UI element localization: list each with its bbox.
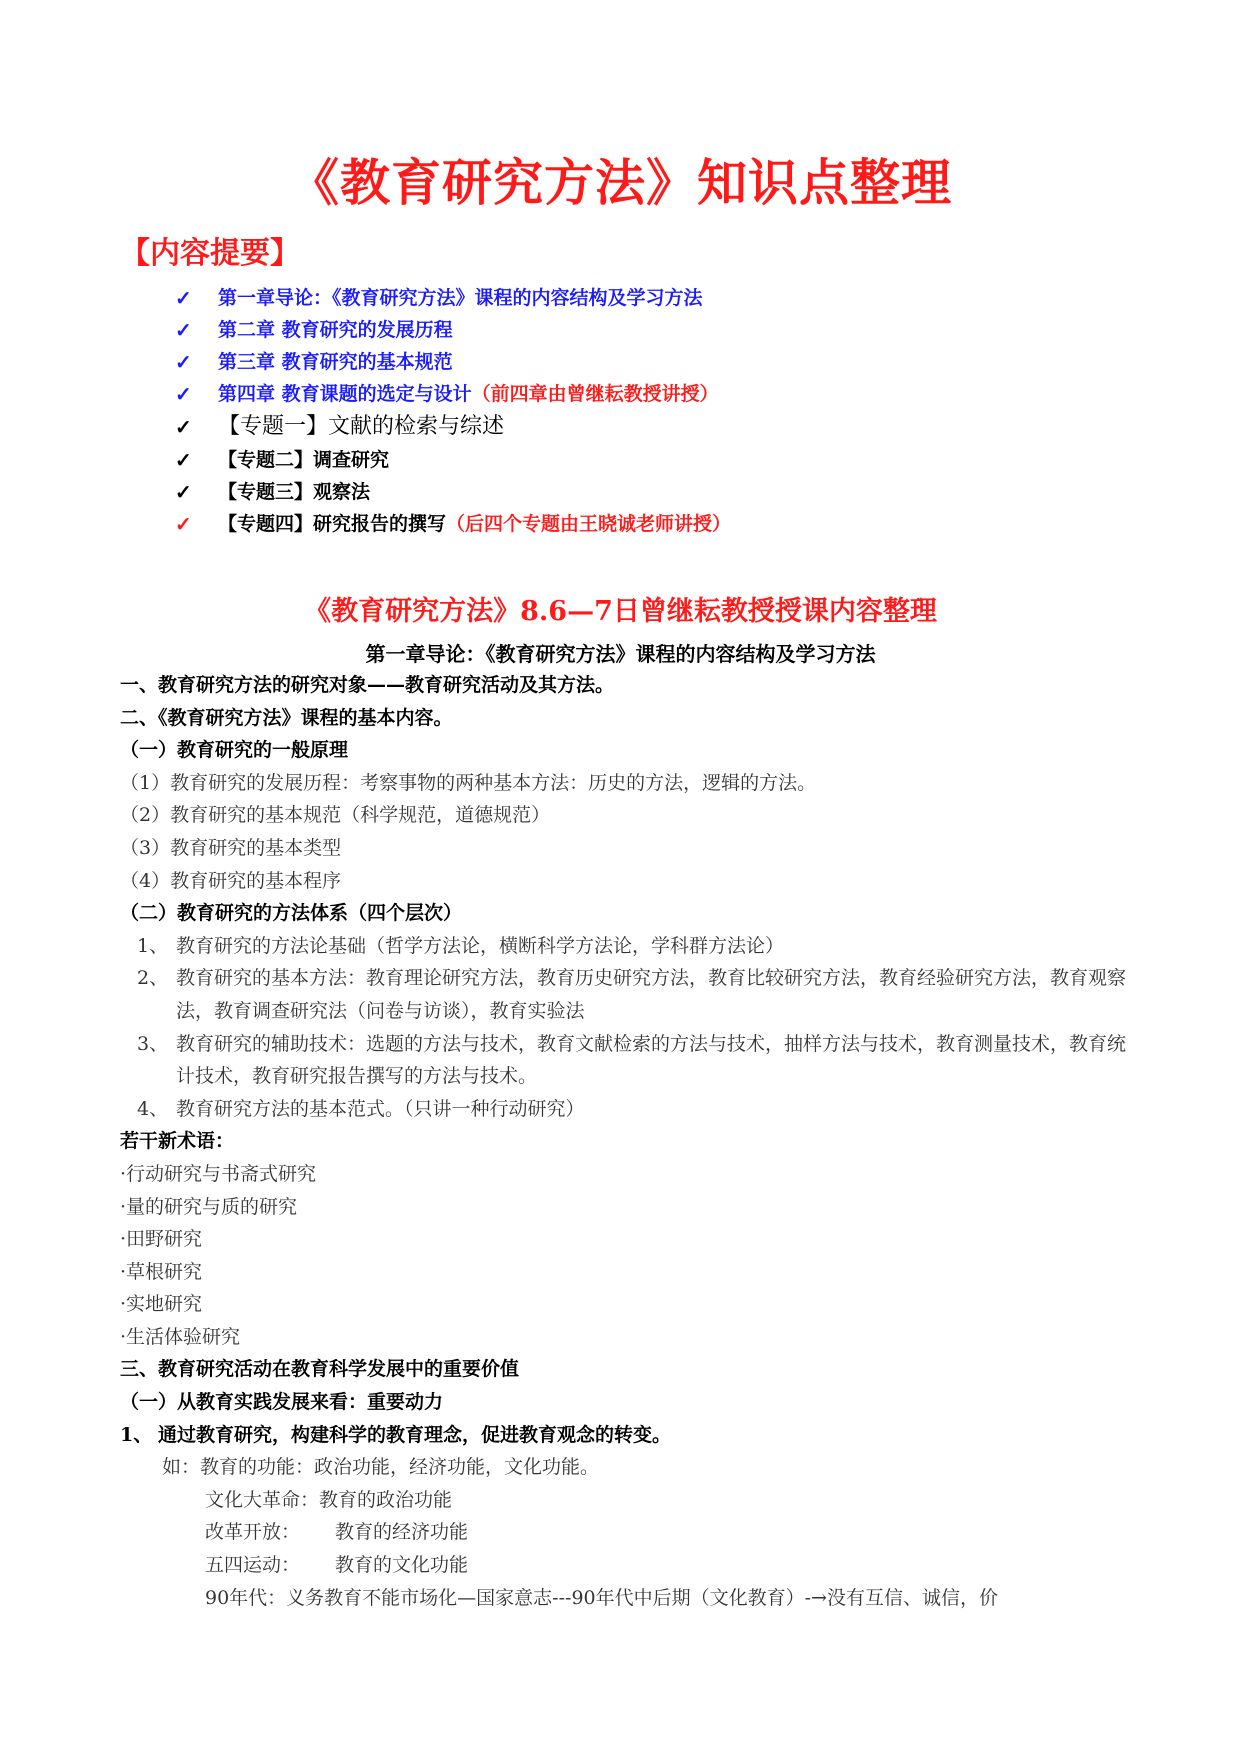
checkmark-icon: ✓ (175, 512, 192, 536)
contents-list (175, 282, 1135, 540)
item-number: 2、 (137, 967, 169, 990)
paragraph: （3）教育研究的基本类型 (120, 836, 342, 859)
list-item (120, 1028, 1130, 1093)
checkmark-icon: ✓ (175, 286, 192, 310)
checkmark-icon: ✓ (175, 350, 192, 374)
example-label: 文化大革命： (205, 1488, 320, 1511)
point-number: 1、 (120, 1423, 153, 1446)
example-line: 90年代：义务教育不能市场化—国家意志---90年代中后期（文化教育）-→没有互信、诚信，价 (205, 1586, 998, 1609)
item-text: 教育研究的辅助技术：选题的方法与技术，教育文献检索的方法与技术，抽样方法与技术，教育测量技术，教育统计技术，教育研究报告撰写的方法与技术。 (176, 1032, 1127, 1088)
term-item: ·田野研究 (120, 1228, 203, 1251)
example-line (120, 1516, 1130, 1549)
summary-heading: 【内容提要】 (120, 236, 300, 271)
paragraph: （2）教育研究的基本规范（科学规范，道德规范） (120, 804, 551, 827)
item-text: 教育研究的基本方法：教育理论研究方法，教育历史研究方法，教育比较研究方法，教育经验研究方法，教育观察法，教育调查研究法（问卷与访谈），教育实验法 (176, 967, 1127, 1022)
item-number: 3、 (137, 1032, 169, 1055)
example-line (120, 1549, 1130, 1582)
body-text (120, 669, 1130, 1614)
term-item: ·行动研究与书斋式研究 (120, 1162, 317, 1185)
subheading: （二）教育研究的方法体系（四个层次） (120, 902, 463, 925)
list-item (175, 444, 1135, 476)
term-item: ·量的研究与质的研究 (120, 1195, 298, 1218)
example-line (120, 1484, 1130, 1517)
list-item (175, 508, 1135, 540)
heading-two: 二、《教育研究方法》课程的基本内容。 (120, 706, 453, 729)
subheading: （一）从教育实践发展来看：重要动力 (120, 1391, 444, 1414)
toc-text: 第三章 教育研究的基本规范 (218, 351, 453, 373)
example-label: 改革开放： (205, 1521, 301, 1544)
list-item (175, 282, 1135, 314)
point-text: 通过教育研究，构建科学的教育理念，促进教育观念的转变。 (158, 1423, 672, 1446)
toc-note: （前四章由曾继耘教授讲授） (471, 383, 719, 405)
list-item (175, 476, 1135, 508)
item-text: 教育研究的方法论基础（哲学方法论，横断科学方法论，学科群方法论） (176, 934, 785, 957)
item-number: 1、 (137, 934, 169, 957)
example-value: 教育的文化功能 (335, 1554, 469, 1577)
checkmark-icon: ✓ (175, 480, 192, 504)
heading-three: 三、教育研究活动在教育科学发展中的重要价值 (120, 1358, 520, 1381)
document-title: 《教育研究方法》知识点整理 (289, 153, 952, 212)
toc-text: 【专题一】文献的检索与综述 (218, 414, 505, 439)
toc-text: 【专题二】调查研究 (218, 449, 390, 471)
paragraph: （1）教育研究的发展历程：考察事物的两种基本方法：历史的方法，逻辑的方法。 (120, 771, 817, 794)
term-item: ·生活体验研究 (120, 1325, 241, 1348)
item-number: 4、 (137, 1097, 169, 1120)
toc-text: 【专题四】研究报告的撰写 (218, 513, 447, 535)
list-item (175, 378, 1135, 410)
list-item (120, 1093, 1130, 1126)
example-line: 如：教育的功能：政治功能，经济功能，文化功能。 (162, 1456, 600, 1479)
checkmark-icon: ✓ (175, 382, 192, 406)
toc-note: （后四个专题由王晓诚老师讲授） (446, 513, 732, 535)
toc-text: 【专题三】观察法 (218, 481, 371, 503)
list-item (175, 314, 1135, 346)
term-item: ·草根研究 (120, 1260, 203, 1283)
example-value: 教育的经济功能 (335, 1521, 469, 1544)
list-item (120, 962, 1130, 1027)
checkmark-icon: ✓ (175, 415, 192, 439)
example-value: 教育的政治功能 (319, 1488, 453, 1511)
example-label: 五四运动： (205, 1554, 301, 1577)
heading-one: 一、教育研究方法的研究对象——教育研究活动及其方法。 (120, 674, 615, 696)
section-title: 《教育研究方法》8.6—7日曾继耘教授授课内容整理 (304, 596, 937, 627)
list-item (175, 410, 1135, 444)
item-text: 教育研究方法的基本范式。（只讲一种行动研究） (176, 1097, 585, 1120)
subheading: （一）教育研究的一般原理 (120, 739, 349, 762)
toc-text: 第四章 教育课题的选定与设计 (218, 383, 472, 405)
toc-text: 第一章导论：《教育研究方法》课程的内容结构及学习方法 (218, 287, 703, 309)
checkmark-icon: ✓ (175, 318, 192, 342)
paragraph: （4）教育研究的基本程序 (120, 869, 342, 892)
terms-heading: 若干新术语： (120, 1130, 235, 1153)
chapter-title: 第一章导论：《教育研究方法》课程的内容结构及学习方法 (365, 642, 876, 666)
numbered-point (120, 1419, 1130, 1452)
list-item (175, 346, 1135, 378)
term-item: ·实地研究 (120, 1293, 203, 1316)
toc-text: 第二章 教育研究的发展历程 (218, 319, 453, 341)
checkmark-icon: ✓ (175, 448, 192, 472)
list-item (120, 930, 1130, 963)
